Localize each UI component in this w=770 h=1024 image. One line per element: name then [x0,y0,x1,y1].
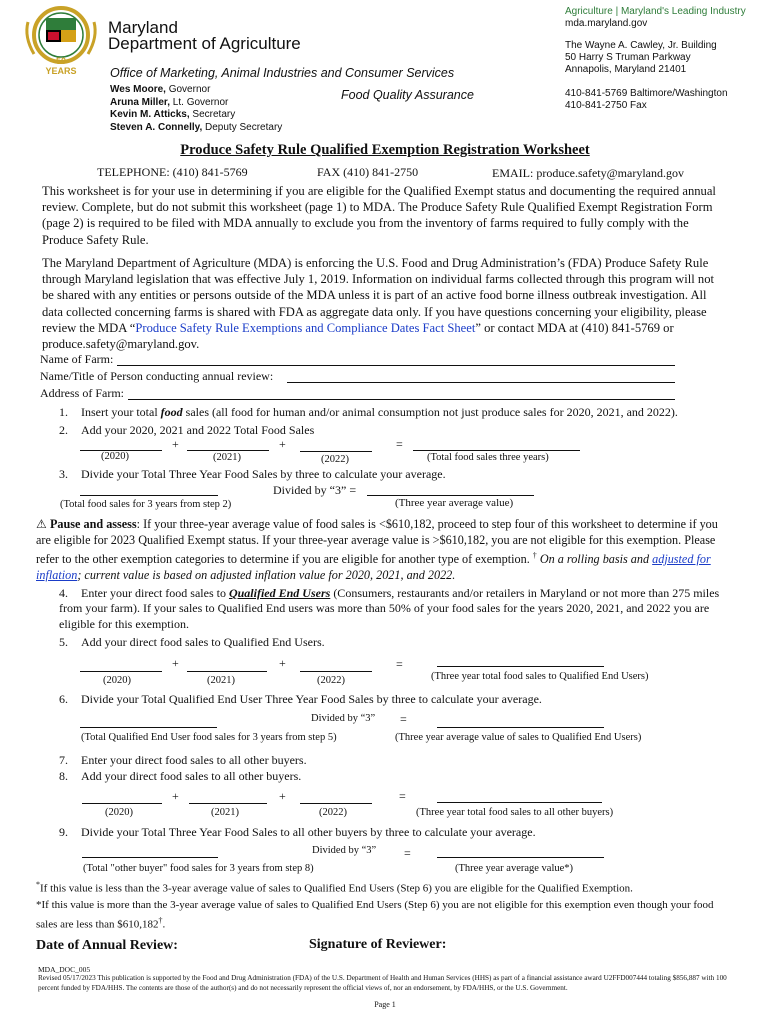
address-line3: Annapolis, Maryland 21401 [565,64,687,75]
divided-by-label: Divided by “3” = [273,483,357,497]
person-label: Name/Title of Person conducting annual review: [40,369,274,383]
header [0,0,770,140]
step-1: 1. Insert your total food sales (all food for human and/or animal consumption not just produce sales for 2020, 2021, and 2022). [59,405,678,419]
step-7: 7. Enter your direct food sales to all other buyers. [59,753,307,767]
seal-years: 50 YEARS [45,56,77,76]
pause-and-assess: ⚠ Pause and assess: If your three-year average value of food sales is <$610,182, proceed to step four of this worksheet to determine if you are eligible for 2023 Qualified Exempt status. If your three-year average value is >$610,182, you are not eligible for this exemption. Please refer to the other exemption categories to determine if you are eligible for another type of exemption. † On a rolling basis and adjusted for inflation; current value is based on adjusted inflation value for 2020, 2021, and 2022. [36,517,718,582]
step-4: 4. Enter your direct food sales to Qualified End Users (Consumers, restaurants and/or retailers in Maryland or not more than 275 miles from your farm). If your sales to Qualified End users was more than 50% of your food sales for the years 2020, 2021, and 2022 you are eligible for this exemption. [59,586,720,631]
date-of-review-label: Date of Annual Review: [36,938,178,953]
contact-fax: FAX (410) 841-2750 [317,165,419,179]
footer-disclaimer: Revised 05/17/2023 This publication is supported by the Food and Drug Administration (FDA) of the U.S. Department of Health and Human Services (HHS) as part of a financial assistance award U2FFD007444 totaling $856,887 with 100 percent funded by FDA/HHS. The contents are those of the author(s) and do not necessarily represent the official views of, nor an endorsement, by FDA/HHS, or the U.S. Government. [38,974,727,992]
step9-average-field[interactable] [437,857,604,858]
step6-total-field[interactable] [80,727,217,728]
address-line2: 50 Harry S Truman Parkway [565,52,691,63]
step-6: 6. Divide your Total Qualified End User Three Year Food Sales by three to calculate your average. [59,692,542,706]
equals-sign: = [400,712,407,726]
agency-name-line1: Maryland [108,18,178,37]
fax-number: 410-841-2750 Fax [565,100,647,111]
plus-sign: + [172,789,179,803]
note-not-eligible: *If this value is more than the 3-year average value of sales to Qualified End Users (Step 6) you are not eligible for this exemption even though your food sales are less than $610,182†. [36,899,714,931]
step8-total-field[interactable] [437,802,602,803]
step2-2022-field[interactable] [300,451,372,452]
step5-2021-field[interactable] [187,671,267,672]
step3-total-field[interactable] [80,495,218,496]
caption-2021: (2021) [213,452,241,463]
caption-qeu-total: (Three year total food sales to Qualified End Users) [431,671,649,682]
step5-2020-field[interactable] [80,671,162,672]
intro-paragraph: This worksheet is for your use in determining if you are eligible for the Qualified Exempt status and documenting the required annual review. Complete, but do not submit this worksheet (page 1) to MDA. The Produce Safety Rule Qualified Exempt Registration Form (page 2) is required to be filed with MDA annually to exclude you from the inventory of farms required to fully comply with the Produce Safety Rule. [42,184,716,247]
officials-list [110,84,282,134]
step-5: 5. Add your direct food sales to Qualified End Users. [59,635,325,649]
official-secretary: Kevin M. Atticks, Secretary [110,109,236,120]
step9-total-field[interactable] [82,857,218,858]
step-8: 8. Add your direct food sales to all other buyers. [59,769,302,783]
step5-total-field[interactable] [437,666,604,667]
caption-other-total: (Three year total food sales to all other buyers) [416,807,614,818]
caption-2020: (2020) [101,451,129,462]
address-line1: The Wayne A. Cawley, Jr. Building [565,40,717,51]
contact-email[interactable]: EMAIL: produce.safety@maryland.gov [492,166,684,180]
plus-sign: + [279,656,286,670]
agency-contact-block [565,6,746,112]
caption-total-for-3: (Total food sales for 3 years from step 2) [60,499,232,510]
official-governor: Wes Moore, Governor [110,84,211,95]
footer-doc-id: MDA_DOC_005 [38,965,91,974]
caption-2022: (2022) [317,675,345,686]
agency-name-line2: Department of Agriculture [108,34,301,53]
farm-name-label: Name of Farm: [40,352,114,366]
plus-sign: + [279,437,286,451]
equals-sign: = [404,846,411,860]
step3-average-field[interactable] [367,495,534,496]
step6-average-field[interactable] [437,727,604,728]
person-field[interactable] [287,382,675,383]
step2-2021-field[interactable] [187,450,269,451]
caption-2020: (2020) [103,675,131,686]
caption-2020: (2020) [105,807,133,818]
inflation-link[interactable]: adjusted for inflation [36,552,711,582]
step2-total-field[interactable] [413,450,580,451]
equals-sign: = [399,789,406,803]
step8-2022-field[interactable] [300,803,372,804]
page-title: Produce Safety Rule Qualified Exemption Registration Worksheet [180,142,590,158]
note-eligible: *If this value is less than the 3-year average value of sales to Qualified End Users (Step 6) you are eligible for the Qualified Exemption. [36,880,633,895]
caption-other-total-step8: (Total "other buyer" food sales for 3 years from step 8) [83,863,314,874]
caption-2021: (2021) [211,807,239,818]
caption-qeu-total-step5: (Total Qualified End User food sales for 3 years from step 5) [81,732,337,743]
divided-by-label: Divided by “3” [312,845,377,856]
page-number: Page 1 [374,1000,396,1009]
caption-2021: (2021) [207,675,235,686]
program-name: Food Quality Assurance [341,88,474,102]
signature-label: Signature of Reviewer: [309,937,447,952]
step-9: 9. Divide your Total Three Year Food Sales to all other buyers by three to calculate your average. [59,825,536,839]
warning-icon: ⚠ [36,517,47,531]
equals-sign: = [396,437,403,451]
official-lt-governor: Aruna Miller, Lt. Governor [110,96,229,108]
caption-total-three-years: (Total food sales three years) [427,452,549,463]
official-deputy-secretary: Steven A. Connelly, Deputy Secretary [110,121,283,133]
tagline: Agriculture | Maryland's Leading Industry [565,6,746,17]
plus-sign: + [279,789,286,803]
equals-sign: = [396,657,403,671]
plus-sign: + [172,437,179,451]
farm-name-field[interactable] [117,365,675,366]
office-name: Office of Marketing, Animal Industries and Consumer Services [110,66,455,80]
step8-2020-field[interactable] [82,803,162,804]
farm-address-label: Address of Farm: [40,386,124,400]
fact-sheet-link[interactable]: Produce Safety Rule Exemptions and Compliance Dates Fact Sheet [135,320,476,335]
enforcement-paragraph: The Maryland Department of Agriculture (MDA) is enforcing the U.S. Food and Drug Administration’s (FDA) Produce Safety Rule through Maryland legislation that was effective July 1, 2019. Information on individual farms collected through this program will not be shared with any entities or persons outside of the MDA unless it is part of an active food borne illness outbreak investigation. All data collected concerning farms is shared with FDA as aggregate data only. If you have questions concerning your eligibility, please review the MDA “Produce Safety Rule Exemptions and Compliance Dates Fact Sheet” or contact MDA at (410) 841-5769 or produce.safety@maryland.gov. [42,256,714,352]
plus-sign: + [172,656,179,670]
contact-telephone: TELEPHONE: (410) 841-5769 [97,165,248,179]
website[interactable]: mda.maryland.gov [565,18,648,29]
caption-qeu-average: (Three year average value of sales to Qualified End Users) [395,732,642,743]
step5-2022-field[interactable] [300,671,372,672]
caption-other-average: (Three year average value*) [455,863,574,874]
step-2: 2. Add your 2020, 2021 and 2022 Total Food Sales [59,423,315,437]
caption-three-year-average: (Three year average value) [395,497,514,509]
step-3: 3. Divide your Total Three Year Food Sales by three to calculate your average. [59,467,446,481]
divided-by-label: Divided by “3” [311,713,376,724]
step8-2021-field[interactable] [189,803,267,804]
caption-2022: (2022) [319,807,347,818]
caption-2022: (2022) [321,454,349,465]
farm-address-field[interactable] [128,399,675,400]
mda-seal-logo [18,2,104,78]
phone-number: 410-841-5769 Baltimore/Washington [565,88,728,99]
